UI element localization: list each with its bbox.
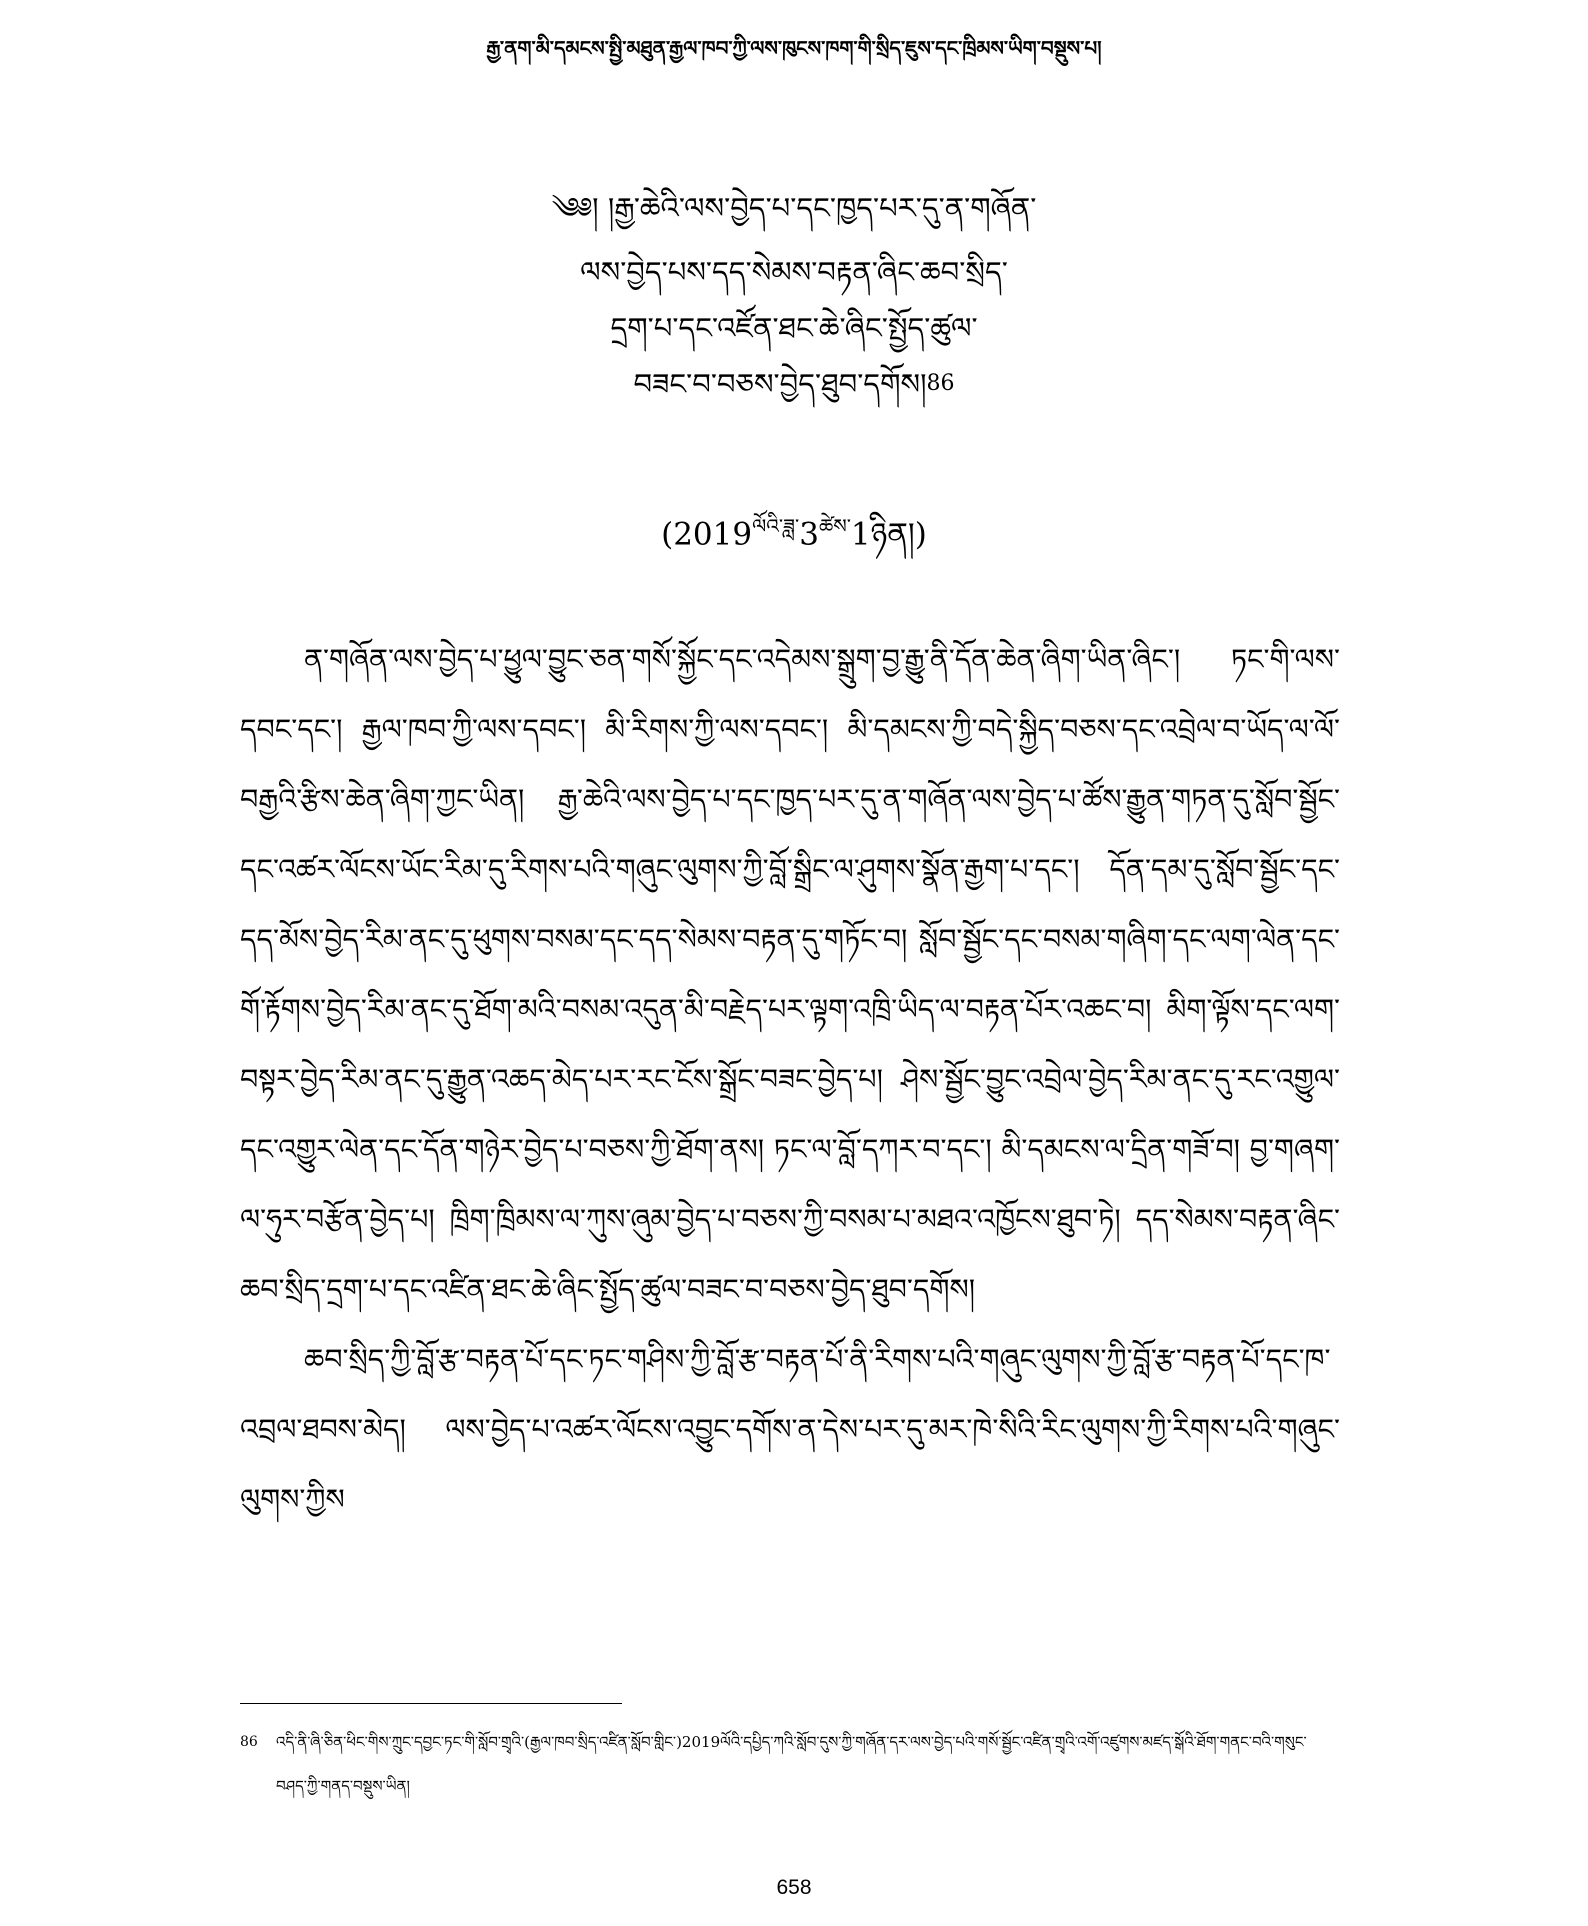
page-number: 658 bbox=[776, 1876, 812, 1899]
paragraph-1: ན་གཞོན་ལས་བྱེད་པ་ཕྱུལ་བྱུང་ཅན་གསོ་སྐྱོང་དང་འདེམས་སྒྲུག་བྱ་རྒྱུ་ནི་དོན་ཆེན་ཞིག་ཡིན་ཞིང་། ཏང་གི་ལས་དབང་དང་། རྒྱལ་ཁབ་ཀྱི་ལས་དབང་། མི་རིགས་ཀྱི་ལས་དབང་། མི་དམངས་ཀྱི་བདེ་སྐྱིད་བཅས་དང་འབྲེལ་བ་ཡོད་ལ་ལོ་བརྒྱའི་རྩིས་ཆེན་ཞིག་ཀྱང་ཡིན། རྒྱ་ཆེའི་ལས་བྱེད་པ་དང་ཁྱད་པར་དུ་ན་གཞོན་ལས་བྱེད་པ་ཚོས་རྒྱུན་གཏན་དུ་སློབ་སྦྱོང་དང་འཚར་ལོངས་ཡོང་རིམ་དུ་རིགས་པའི་གཞུང་ལུགས་ཀྱི་བློ་སྒྲིང་ལ་ཤུགས་སྣོན་རྒྱག་པ་དང་། དོན་དམ་དུ་སློབ་སྦྱོང་དང་དད་མོས་བྱེད་རིམ་ནང་དུ་ཕུགས་བསམ་དང་དད་སེམས་བརྟན་དུ་གཏོང་བ། སློབ་སྦྱོང་དང་བསམ་གཞིག་དང་ལག་ལེན་དང་གོ་རྟོགས་བྱེད་རིམ་ནང་དུ་ཐོག་མའི་བསམ་འདུན་མི་བརྗེད་པར་ལྟག་འཁྲི་ཡིད་ལ་བརྟན་པོར་འཆང་བ། མིག་ལྟོས་དང་ལག་བསྟར་བྱེད་རིམ་ནང་དུ་རྒྱུན་འཆད་མེད་པར་རང་ངོས་སྒྲོང་བཟང་བྱེད་པ། ཤེས་སྦྱོང་བྱུང་འབྲེལ་བྱེད་རིམ་ནང་དུ་རང་འགྱུལ་དང་འགྱུར་ལེན་དང་དོན་གཉེར་བྱེད་པ་བཅས་ཀྱི་ཐོག་ནས། ཏང་ལ་བློ་དཀར་བ་དང་། མི་དམངས་ལ་དྲིན་གཟོ་བ། བྱ་གཞག་ལ་ཧུར་བརྩོན་བྱེད་པ། ཁྲིག་ཁྲིམས་ལ་ཀུས་ཞུམ་བྱེད་པ་བཅས་ཀྱི་བསམ་པ་མཐའ་འཁྱོངས་ཐུབ་ཏེ། དད་སེམས་བརྟན་ཞིང་ཆབ་སྲིད་དྲག་པ་དང་འཛིན་ཐང་ཆེ་ཞིང་སྤྱོད་ཚུལ་བཟང་བ་བཅས་བྱེད་ཐུབ་དགོས། bbox=[240, 643, 1340, 1306]
date-year-suffix: ལོའི་ཟླ་ bbox=[752, 514, 800, 538]
paragraph-2: ཆབ་སྲིད་ཀྱི་བློ་རྩ་བརྟན་པོ་དང་ཏང་གཤིས་ཀྱི་བློ་རྩ་བརྟན་པོ་ནི་རིགས་པའི་གཞུང་ལུགས་ཀྱི་བློ་རྩ་བརྟན་པོ་དང་ཁ་འབྲལ་ཐབས་མེད། ལས་བྱེད་པ་འཚར་ལོངས་འབྱུང་དགོས་ན་དེས་པར་དུ་མར་ཁེ་སིའི་རིང་ལུགས་ཀྱི་རིགས་པའི་གཞུང་ལུགས་ཀྱིས bbox=[240, 1343, 1340, 1516]
title-line-2: ལས་བྱེད་པས་དད་སེམས་བརྟན་ཞིང་ཆབ་སྲིད་ bbox=[580, 255, 1008, 289]
title-line-4 bbox=[0, 356, 1588, 412]
date-day: 1 bbox=[850, 516, 871, 553]
date-line bbox=[0, 498, 1588, 562]
footnote-reference[interactable]: 86 bbox=[926, 371, 955, 396]
body-text bbox=[240, 625, 1340, 1535]
footnote bbox=[240, 1720, 1340, 1808]
footnote-text: འདི་ནི་ཞི་ཅིན་ཕིང་གིས་ཀྲུང་དབྱང་ཏང་གི་སློབ་གྲྭའི་(རྒྱལ་ཁབ་སྲིད་འཛིན་སློབ་གླིང་)2019ལོའི་དཔྱིད་ཀའི་སློབ་དུས་ཀྱི་གཞོན་དར་ལས་བྱེད་པའི་གསོ་སྦྱོང་འཛིན་གྲྭའི་འགོ་འཛུགས་མཛད་སྒོའི་ཐོག་གནང་བའི་གསུང་བཤད་ཀྱི་གནད་བསྡུས་ཡིན། bbox=[276, 1733, 1307, 1795]
document-title bbox=[0, 180, 1588, 412]
date-month-suffix: ཚེས་ bbox=[818, 514, 851, 538]
title-line-4-text: བཟང་བ་བཅས་བྱེད་ཐུབ་དགོས། bbox=[633, 367, 927, 401]
date-day-suffix: ཉིན། bbox=[870, 516, 915, 553]
date-year: 2019 bbox=[673, 516, 753, 553]
date-month: 3 bbox=[799, 516, 819, 553]
footnote-divider bbox=[240, 1703, 622, 1704]
date-open-paren: ( bbox=[661, 516, 674, 553]
date-close-paren: ) bbox=[914, 516, 927, 553]
title-line-3: དྲག་པ་དང་འཛོན་ཐང་ཆེ་ཞིང་སྤྱོད་ཚུལ་ bbox=[610, 311, 978, 345]
footnote-number: 86 bbox=[240, 1734, 258, 1750]
running-header: རྒྱ་ནག་མི་དམངས་སྤྱི་མཐུན་རྒྱལ་ཁབ་ཀྱི་ལས་ཁུངས་ཁག་གི་སྲིད་ཇུས་དང་ཁྲིམས་ཡིག་བསྡུས་པ། bbox=[486, 36, 1102, 60]
title-line-1: ༄༅། །རྒྱ་ཆེའི་ལས་བྱེད་པ་དང་ཁྱད་པར་དུ་ན་གཞོན་ bbox=[551, 191, 1037, 225]
